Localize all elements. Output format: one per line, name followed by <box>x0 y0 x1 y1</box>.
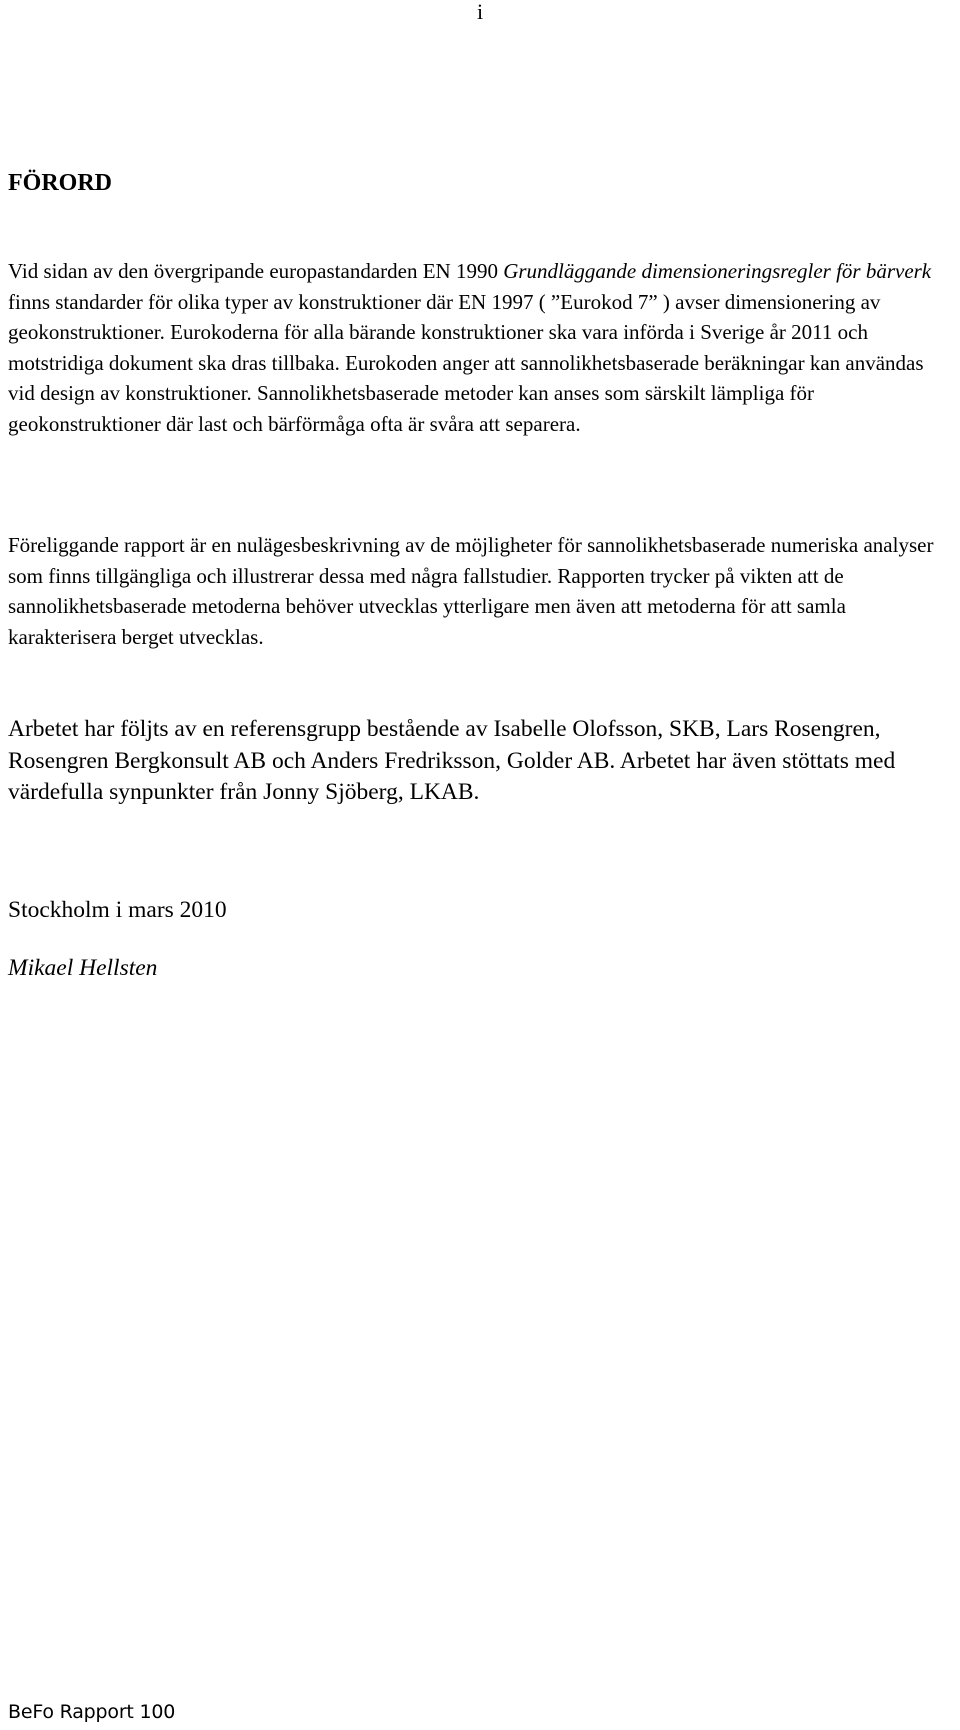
signature-place-date: Stockholm i mars 2010 <box>8 897 227 923</box>
paragraph-report-description: Föreliggande rapport är en nulägesbeskrivning av de möjligheter för sannolikhetsbaserade numeriska analyser som finns tillgängliga och illustrerar dessa med några fallstudier. Rapporten trycker på vikten att de sannolikhetsbaserade metoderna behöver utvecklas ytterligare men även att metoderna för att samla karakterisera berget utvecklas. <box>8 533 934 649</box>
signature-name: Mikael Hellsten <box>8 955 158 981</box>
paragraph-intro <box>8 256 953 439</box>
page-title: FÖRORD <box>8 170 112 196</box>
paragraph-reference-group: Arbetet har följts av en referensgrupp bestående av Isabelle Olofsson, SKB, Lars Rosengren, Rosengren Bergkonsult AB och Anders Fredriksson, Golder AB. Arbetet har även stöttats med värdefulla synpunkter från Jonny Sjöberg, LKAB. <box>8 716 896 805</box>
page-footer: BeFo Rapport 100 <box>8 1701 176 1723</box>
paragraph-intro-text-2: finns standarder för olika typer av konstruktioner där EN 1997 ( ”Eurokod 7” ) avser dimensionering av geokonstruktioner. Eurokoderna för alla bärande konstruktioner ska vara införda i Sverige år 2011 och motstridiga dokument ska dras tillbaka. Eurokoden anger att sannolikhetsbaserade beräkningar kan användas vid design av konstruktioner. Sannolikhetsbaserade metoder kan anses som särskilt lämpliga för geokonstruktioner där last och bärförmåga ofta är svåra att separera. <box>8 289 924 436</box>
paragraph-intro-text-1: Vid sidan av den övergripande europastandarden EN 1990 <box>8 259 504 283</box>
standard-title-italic: Grundläggande dimensioneringsregler för bärverk <box>503 259 932 283</box>
page-number: i <box>476 0 484 24</box>
